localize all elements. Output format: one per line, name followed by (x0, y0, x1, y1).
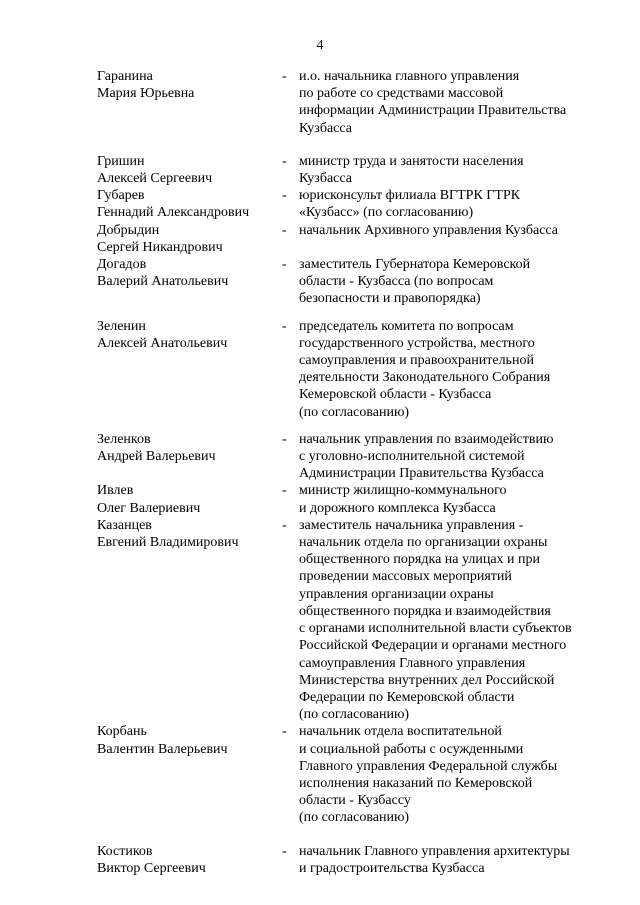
given-names: Андрей Валерьевич (97, 449, 216, 465)
position-line: Главного управления Федеральной службы (299, 758, 558, 774)
position-line: области - Кузбасса (по вопросам (299, 274, 494, 290)
given-names: Валерий Анатольевич (97, 274, 229, 290)
given-names: Алексей Анатольевич (97, 335, 228, 351)
given-names: Сергей Никандрович (97, 239, 223, 255)
position-line: самоуправления Главного управления (299, 655, 526, 671)
surname: Добрыдин (97, 222, 160, 238)
surname: Зеленков (97, 431, 151, 447)
given-names: Алексей Сергеевич (97, 171, 213, 187)
position-line: Администрации Правительства Кузбасса (299, 466, 544, 482)
separator-dash: - (282, 69, 287, 84)
list-item (97, 222, 617, 256)
person-name (97, 431, 282, 483)
given-names: Олег Валериевич (97, 500, 201, 516)
position-line: Федерации по Кемеровской области (299, 689, 515, 705)
list-item (97, 68, 617, 137)
list-item (97, 153, 617, 187)
position-line: министр жилищно-коммунального (299, 483, 507, 499)
position-line: начальник Архивного управления Кузбасса (299, 222, 558, 238)
position-line: по работе со средствами массовой (299, 86, 504, 102)
given-names: Геннадий Александрович (97, 205, 250, 221)
separator-dash: - (282, 318, 287, 334)
position-line: заместитель начальника управления - (299, 517, 524, 533)
list-item (97, 318, 617, 421)
list-item (97, 482, 617, 516)
person-name (97, 187, 282, 221)
position-line: Кемеровской области - Кузбасса (299, 387, 492, 403)
page-number: 4 (316, 38, 324, 53)
given-names: Виктор Сергеевич (97, 860, 206, 876)
position-description (299, 68, 617, 137)
position-line: и дорожного комплекса Кузбасса (299, 500, 496, 516)
position-line: с органами исполнительной власти субъектов (299, 621, 572, 637)
list-item (97, 843, 617, 877)
surname: Костиков (97, 843, 153, 859)
position-description (299, 843, 617, 877)
position-line: начальник управления по взаимодействию (299, 431, 554, 447)
person-name (97, 222, 282, 256)
separator-dash: - (282, 222, 287, 238)
person-name (97, 318, 282, 421)
position-description (299, 187, 617, 221)
position-line: и градостроительства Кузбасса (299, 860, 485, 876)
given-names: Евгений Владимирович (97, 535, 239, 551)
position-line: общественного порядка на улицах и при (299, 552, 541, 568)
person-name (97, 517, 282, 723)
separator-dash: - (282, 843, 287, 859)
position-line: безопасности и правопорядка) (299, 291, 481, 307)
person-name (97, 843, 282, 877)
surname: Ивлев (97, 483, 134, 499)
position-description (299, 153, 617, 187)
surname: Гришин (97, 153, 145, 169)
position-line: (по согласованию) (299, 810, 410, 826)
position-line: Министерства внутренних дел Российской (299, 672, 555, 688)
person-name (97, 723, 282, 826)
position-line: самоуправления и правоохранительной (299, 353, 534, 369)
list-item (97, 431, 617, 483)
surname: Казанцев (97, 517, 152, 533)
person-name (97, 256, 282, 308)
separator-dash: - (282, 724, 287, 740)
position-line: деятельности Законодательного Собрания (299, 370, 551, 386)
position-line: с уголовно-исполнительной системой (299, 449, 525, 465)
position-line: заместитель Губернатора Кемеровской (299, 257, 531, 273)
position-description (299, 431, 617, 483)
surname: Корбань (97, 724, 147, 740)
list-item (97, 187, 617, 221)
person-name (97, 153, 282, 187)
position-line: государственного устройства, местного (299, 335, 535, 351)
position-line: министр труда и занятости населения (299, 153, 524, 169)
position-line: «Кузбасс» (по согласованию) (299, 205, 474, 221)
position-description (299, 517, 617, 723)
position-line: (по согласованию) (299, 707, 410, 723)
separator-dash: - (282, 257, 287, 273)
position-line: общественного порядка и взаимодействия (299, 603, 551, 619)
list-item (97, 723, 617, 826)
position-line: управления организации охраны (299, 586, 494, 602)
position-line: области - Кузбассу (299, 793, 411, 809)
position-line: начальник отдела воспитательной (299, 724, 502, 740)
person-name (97, 68, 282, 137)
position-description (299, 482, 617, 516)
separator-dash: - (282, 431, 287, 447)
position-description (299, 318, 617, 421)
position-line: Кузбасса (299, 120, 352, 136)
position-line: и социальной работы с осужденными (299, 741, 524, 757)
position-line: юрисконсульт филиала ВГТРК ГТРК (299, 188, 521, 204)
separator-dash: - (282, 188, 287, 204)
separator-dash: - (282, 517, 287, 533)
given-names: Мария Юрьевна (97, 86, 195, 102)
surname: Зеленин (97, 318, 146, 334)
person-name (97, 482, 282, 516)
position-line: проведении массовых мероприятий (299, 569, 512, 585)
member-list (97, 68, 617, 877)
position-description (299, 723, 617, 826)
separator-dash: - (282, 483, 287, 499)
position-description (299, 222, 617, 256)
position-line: и.о. начальника главного управления (299, 69, 520, 84)
position-line: председатель комитета по вопросам (299, 318, 514, 334)
given-names: Валентин Валерьевич (97, 741, 228, 757)
list-item (97, 256, 617, 308)
position-line: исполнения наказаний по Кемеровской (299, 775, 533, 791)
surname: Губарев (97, 188, 145, 204)
position-line: информации Администрации Правительства (299, 103, 567, 119)
surname: Догадов (97, 257, 147, 273)
list-item (97, 517, 617, 723)
position-line: Российской Федерации и органами местного (299, 638, 567, 654)
position-line: начальник Главного управления архитектуры (299, 843, 570, 859)
position-line: (по согласованию) (299, 404, 410, 420)
position-line: Кузбасса (299, 171, 352, 187)
position-description (299, 256, 617, 308)
surname: Гаранина (97, 69, 153, 84)
position-line: начальник отдела по организации охраны (299, 535, 548, 551)
separator-dash: - (282, 153, 287, 169)
